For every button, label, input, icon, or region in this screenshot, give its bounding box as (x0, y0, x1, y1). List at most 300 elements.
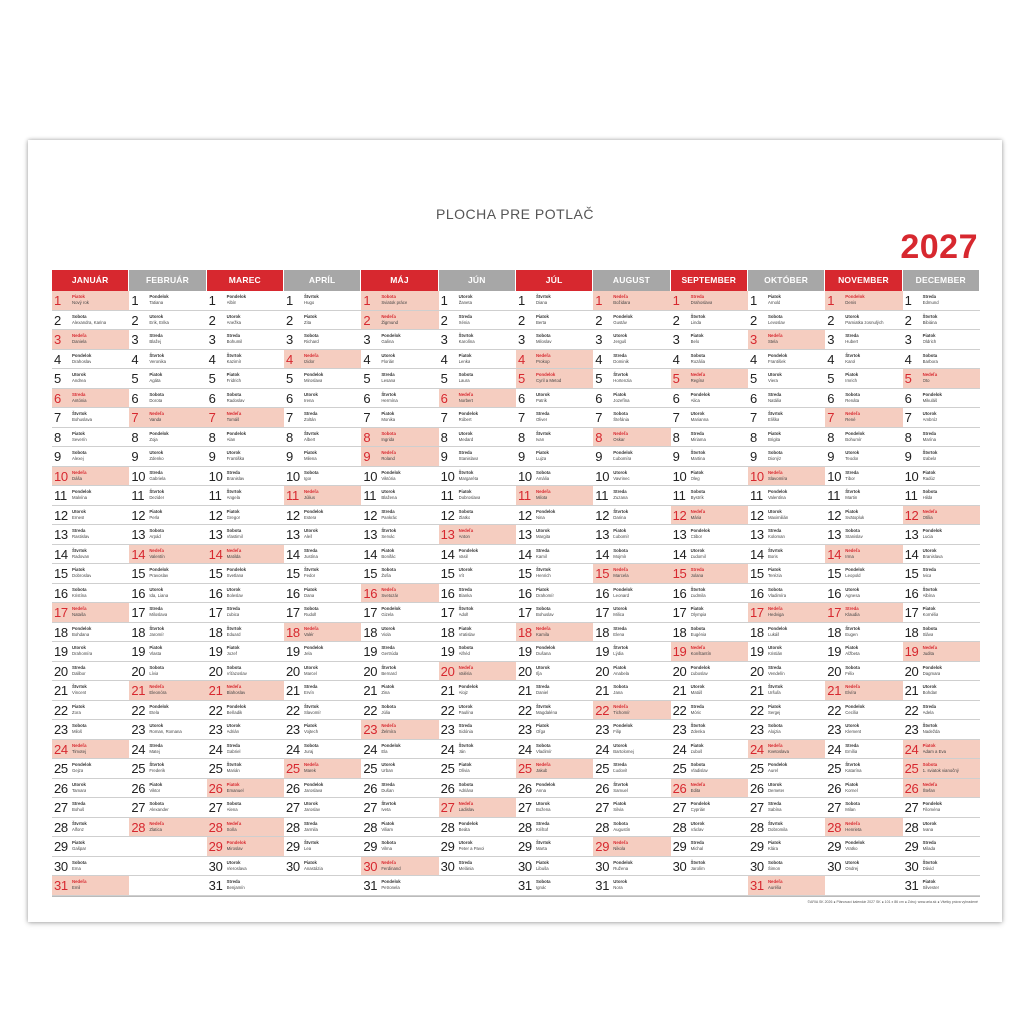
weekday-label: Štvrtok (922, 723, 938, 728)
weekday-label: Piatok (613, 391, 627, 397)
day-number: 18 (595, 624, 610, 640)
nameday-label: Perla (149, 514, 160, 520)
day-number: 4 (54, 351, 61, 367)
weekday-label: Piatok (845, 508, 859, 514)
day-number: 21 (285, 683, 300, 698)
day-row (671, 389, 748, 409)
day-row (52, 389, 129, 409)
day-row (129, 701, 206, 721)
nameday-label: Žofia (381, 573, 391, 578)
weekday-label: Sobota (535, 606, 551, 611)
day-number: 15 (827, 566, 842, 581)
weekday-label: Sobota (458, 645, 474, 650)
weekday-label: Nedeľa (226, 411, 242, 416)
day-number: 28 (54, 819, 68, 835)
day-row (52, 876, 129, 896)
weekday-label: Nedeľa (922, 508, 938, 514)
day-number: 12 (285, 507, 300, 523)
day-number: 11 (517, 488, 531, 503)
day-number: 18 (208, 624, 223, 640)
day-number: 19 (672, 644, 687, 659)
day-row (593, 467, 670, 487)
weekday-label: Utorok (226, 450, 241, 455)
month-header: DECEMBER (903, 270, 980, 291)
day-number: 12 (595, 507, 610, 523)
day-row (825, 369, 902, 389)
nameday-label: Jana (613, 690, 623, 695)
weekday-label: Nedeľa (535, 352, 551, 358)
weekday-label: Sobota (381, 703, 396, 709)
nameday-label: Dionýz (767, 456, 782, 461)
nameday-label: Vít (458, 573, 464, 578)
day-row (516, 779, 593, 799)
weekday-label: Nedeľa (149, 684, 164, 689)
weekday-label: Utorok (922, 820, 937, 826)
day-number: 15 (440, 566, 455, 581)
day-row (52, 798, 129, 818)
nameday-label: Patrik (535, 397, 547, 403)
nameday-label: Gabriel (226, 748, 241, 754)
nameday-label: Mikuláš (922, 397, 938, 403)
nameday-label: Alžbeta (845, 651, 860, 656)
day-row (439, 408, 516, 428)
weekday-label: Piatok (690, 742, 704, 748)
nameday-label: Ľubomír (613, 534, 630, 539)
weekday-label: Streda (535, 411, 550, 416)
day-row (284, 545, 361, 565)
day-row (903, 779, 980, 799)
weekday-label: Sobota (690, 625, 706, 631)
weekday-label: Nedeľa (226, 547, 242, 553)
weekday-label: Pondelok (381, 879, 401, 884)
day-row (52, 525, 129, 545)
day-row (129, 623, 206, 643)
weekday-label: Nedeľa (767, 469, 783, 475)
day-row (52, 350, 129, 370)
day-row (903, 330, 980, 350)
day-row (361, 330, 438, 350)
nameday-label: Igor (303, 475, 312, 481)
day-number: 9 (749, 449, 757, 464)
day-row (207, 350, 284, 370)
nameday-label: Drahomíra (72, 651, 93, 656)
day-row (361, 311, 438, 331)
day-row (903, 447, 980, 467)
weekday-label: Sobota (381, 430, 396, 436)
weekday-label: Piatok (922, 742, 936, 748)
weekday-label: Piatok (922, 469, 936, 475)
empty-day-row (129, 837, 206, 857)
weekday-label: Nedeľa (149, 547, 164, 553)
weekday-label: Utorok (303, 528, 318, 533)
day-number: 24 (363, 741, 378, 757)
nameday-label: Oldrich (922, 339, 937, 344)
weekday-label: Nedeľa (381, 313, 396, 319)
weekday-label: Sobota (303, 469, 319, 475)
day-row (361, 759, 438, 779)
day-number: 18 (363, 624, 378, 640)
weekday-label: Streda (922, 840, 936, 845)
day-number: 26 (827, 780, 842, 796)
day-row (516, 623, 593, 643)
day-row (439, 467, 516, 487)
weekday-label: Streda (845, 469, 859, 475)
day-row (52, 486, 129, 506)
nameday-label: Gizela (381, 612, 394, 617)
day-number: 22 (131, 702, 146, 718)
weekday-label: Utorok (922, 684, 937, 689)
nameday-label: Vanda (149, 417, 162, 422)
nameday-label: Blažej (149, 339, 162, 344)
weekday-label: Streda (690, 703, 704, 709)
weekday-label: Piatok (690, 333, 704, 338)
day-row (748, 486, 825, 506)
weekday-label: Nedeľa (613, 703, 628, 709)
nameday-label: Alojzia (767, 729, 781, 734)
nameday-label: 1. sviatok vianočný (922, 768, 959, 773)
nameday-label: Benjamín (226, 885, 245, 890)
day-row (593, 584, 670, 604)
day-number: 11 (208, 488, 222, 503)
day-number: 2 (208, 312, 216, 328)
day-number: 15 (595, 566, 610, 581)
weekday-label: Štvrtok (845, 625, 861, 631)
day-row (593, 525, 670, 545)
nameday-label: Bohumil (226, 339, 243, 344)
weekday-label: Streda (149, 742, 163, 748)
wall-calendar-sheet (28, 140, 1002, 922)
nameday-label: Bohdana (72, 631, 90, 637)
nameday-label: Jozef (226, 651, 237, 656)
nameday-label: Adolf (458, 612, 469, 617)
nameday-label: Vasil (458, 553, 468, 559)
day-row (748, 720, 825, 740)
day-number: 22 (208, 702, 223, 718)
day-row (284, 330, 361, 350)
weekday-label: Utorok (845, 450, 860, 455)
day-number: 8 (827, 429, 835, 445)
day-row (671, 701, 748, 721)
nameday-label: Miriama (690, 436, 706, 442)
day-number: 8 (285, 429, 293, 445)
day-number: 28 (208, 819, 223, 835)
day-row (52, 447, 129, 467)
day-row (361, 428, 438, 448)
day-number: 2 (595, 312, 603, 328)
day-number: 20 (208, 663, 223, 679)
day-row (129, 798, 206, 818)
day-number: 4 (363, 351, 371, 367)
day-number: 30 (285, 858, 300, 874)
day-number: 2 (517, 312, 525, 328)
day-number: 5 (672, 371, 680, 386)
nameday-label: Anna (535, 787, 547, 793)
weekday-label: Utorok (458, 703, 473, 709)
day-number: 21 (517, 683, 532, 698)
nameday-label: Frederik (149, 768, 166, 773)
day-number: 17 (440, 605, 455, 620)
nameday-label: Ivan (535, 436, 545, 442)
day-number: 22 (285, 702, 300, 718)
weekday-label: Piatok (922, 606, 936, 611)
weekday-label: Nedeľa (922, 645, 938, 650)
day-number: 24 (517, 741, 532, 757)
day-row (439, 428, 516, 448)
day-number: 20 (440, 663, 455, 679)
day-row (671, 857, 748, 877)
nameday-label: Július (303, 495, 315, 500)
weekday-label: Piatok (535, 723, 549, 728)
nameday-label: Aleš (303, 534, 313, 539)
day-row (593, 740, 670, 760)
day-number: 3 (131, 332, 139, 347)
day-row (903, 798, 980, 818)
day-row (284, 779, 361, 799)
nameday-label: Marianna (690, 417, 709, 422)
weekday-label: Streda (613, 762, 627, 767)
day-row (593, 486, 670, 506)
day-number: 7 (595, 410, 603, 425)
year-grid (52, 270, 980, 896)
nameday-label: Timotej (72, 748, 86, 754)
day-row (825, 311, 902, 331)
day-number: 31 (904, 878, 919, 893)
nameday-label: Ľubica (226, 612, 240, 617)
month-header: APRÍL (284, 270, 361, 291)
weekday-label: Sobota (767, 859, 783, 865)
nameday-label: Jerguš (613, 339, 627, 344)
nameday-label: Félix (845, 670, 855, 676)
day-row (439, 837, 516, 857)
day-number: 17 (54, 605, 68, 620)
month-header: MÁJ (361, 270, 438, 291)
day-row (284, 369, 361, 389)
day-number: 9 (904, 449, 912, 464)
day-row (903, 584, 980, 604)
day-number: 2 (827, 312, 835, 328)
day-row (825, 428, 902, 448)
weekday-label: Nedeľa (767, 333, 783, 338)
day-number: 24 (904, 741, 919, 757)
weekday-label: Nedeľa (226, 820, 242, 826)
day-number: 21 (363, 683, 378, 698)
weekday-label: Nedeľa (303, 352, 319, 358)
day-row (748, 525, 825, 545)
day-number: 12 (749, 507, 764, 523)
day-number: 8 (749, 429, 757, 445)
day-row (439, 447, 516, 467)
nameday-label: Pravoslav (149, 573, 169, 578)
day-row (207, 701, 284, 721)
day-row (129, 311, 206, 331)
day-row (671, 545, 748, 565)
day-number: 15 (363, 566, 378, 581)
day-number: 14 (904, 546, 919, 562)
day-row (207, 584, 284, 604)
day-row (361, 506, 438, 526)
weekday-label: Streda (381, 645, 395, 650)
day-number: 26 (749, 780, 764, 796)
nameday-label: Vlasta (149, 651, 162, 656)
day-number: 12 (54, 507, 68, 523)
weekday-label: Nedeľa (767, 742, 783, 748)
day-row (207, 564, 284, 584)
weekday-label: Streda (458, 586, 473, 592)
weekday-label: Utorok (767, 645, 782, 650)
nameday-label: Jaroslava (303, 787, 323, 793)
nameday-label: Marcela (613, 573, 629, 578)
day-number: 16 (54, 585, 68, 601)
month-column (593, 270, 670, 896)
day-number: 17 (517, 605, 532, 620)
day-row (129, 759, 206, 779)
day-row (593, 681, 670, 701)
nameday-label: Bibiána (922, 319, 937, 325)
weekday-label: Pondelok (149, 294, 169, 299)
day-row (825, 486, 902, 506)
weekday-label: Streda (922, 430, 936, 436)
day-number: 16 (827, 585, 842, 601)
weekday-label: Utorok (303, 801, 318, 806)
empty-day-row (129, 876, 206, 896)
weekday-label: Pondelok (458, 684, 478, 689)
nameday-label: Milica (613, 612, 625, 617)
day-row (129, 486, 206, 506)
day-number: 20 (363, 663, 378, 679)
day-number: 14 (517, 546, 532, 562)
day-number: 20 (904, 663, 919, 679)
day-number: 14 (131, 546, 146, 562)
nameday-label: Darina (613, 514, 626, 520)
day-number: 4 (595, 351, 603, 367)
weekday-label: Utorok (458, 430, 473, 436)
day-number: 9 (54, 449, 61, 464)
weekday-label: Nedeľa (458, 801, 474, 806)
day-row (671, 681, 748, 701)
nameday-label: Fridrich (226, 378, 241, 383)
weekday-label: Utorok (303, 391, 318, 397)
day-number: 16 (517, 585, 532, 601)
nameday-label: Uršuľa (767, 690, 781, 695)
day-row (748, 447, 825, 467)
weekday-label: Streda (767, 801, 782, 806)
nameday-label: Otília (922, 514, 933, 520)
weekday-label: Utorok (303, 664, 318, 670)
weekday-label: Štvrtok (226, 489, 242, 494)
day-number: 27 (440, 800, 455, 815)
weekday-label: Streda (226, 879, 241, 884)
day-row (748, 798, 825, 818)
day-row (903, 467, 980, 487)
day-row (516, 408, 593, 428)
month-column (207, 270, 284, 896)
nameday-label: Xénia (458, 319, 470, 325)
day-number: 13 (827, 527, 842, 542)
nameday-label: Milada (922, 846, 936, 851)
day-row (284, 350, 361, 370)
weekday-label: Sobota (535, 742, 551, 748)
day-row (207, 662, 284, 682)
weekday-label: Štvrtok (458, 469, 474, 475)
day-row (361, 623, 438, 643)
weekday-label: Nedeľa (458, 664, 474, 670)
day-row (748, 857, 825, 877)
day-number: 11 (749, 488, 763, 503)
day-row (671, 506, 748, 526)
day-number: 28 (363, 819, 378, 835)
day-row (207, 389, 284, 409)
nameday-label: Paulína (458, 709, 474, 715)
weekday-label: Piatok (922, 333, 936, 338)
day-number: 31 (595, 878, 610, 893)
nameday-label: Linda (690, 319, 702, 325)
nameday-label: Eduard (226, 631, 241, 637)
day-row (207, 311, 284, 331)
day-number: 5 (517, 371, 525, 386)
weekday-label: Nedeľa (845, 684, 860, 689)
nameday-label: Alica (690, 397, 700, 403)
day-row (671, 642, 748, 662)
weekday-label: Štvrtok (535, 567, 551, 572)
nameday-label: Kamila (535, 631, 550, 637)
nameday-label: Richard (303, 339, 319, 344)
nameday-label: Viola (381, 631, 391, 637)
weekday-label: Piatok (922, 879, 936, 884)
day-number: 9 (517, 449, 525, 464)
weekday-label: Nedeľa (690, 508, 706, 514)
nameday-label: Ľuboslav (690, 670, 708, 676)
nameday-label: Hortenzia (613, 378, 632, 383)
weekday-label: Pondelok (845, 430, 865, 436)
nameday-label: Dorota (149, 397, 163, 403)
nameday-label: Michal (690, 846, 704, 851)
month-header: JÚN (439, 270, 516, 291)
weekday-label: Pondelok (613, 313, 633, 319)
nameday-label: Júlia (381, 709, 391, 715)
weekday-label: Sobota (381, 840, 396, 845)
weekday-label: Nedeľa (72, 742, 87, 748)
day-number: 1 (131, 293, 139, 308)
weekday-label: Sobota (922, 352, 938, 358)
day-number: 6 (440, 390, 448, 406)
nameday-label: Olympia (690, 612, 707, 617)
day-row (207, 369, 284, 389)
weekday-label: Utorok (767, 508, 782, 514)
day-number: 9 (440, 449, 448, 464)
weekday-label: Pondelok (690, 528, 710, 533)
day-number: 1 (904, 293, 912, 308)
day-row (52, 330, 129, 350)
day-row (52, 291, 129, 311)
nameday-label: Václav (690, 826, 704, 832)
nameday-label: Bonifác (381, 553, 396, 559)
day-number: 13 (595, 527, 610, 542)
empty-day-row (129, 857, 206, 877)
day-row (516, 857, 593, 877)
nameday-label: Zita (303, 319, 312, 325)
day-row (516, 467, 593, 487)
day-row (129, 584, 206, 604)
day-row (439, 818, 516, 838)
day-number: 10 (208, 468, 223, 484)
day-row (439, 506, 516, 526)
day-number: 3 (904, 332, 912, 347)
weekday-label: Štvrtok (303, 294, 319, 299)
day-number: 24 (440, 741, 455, 757)
day-row (284, 564, 361, 584)
day-number: 21 (131, 683, 146, 698)
nameday-label: Alexej (72, 456, 84, 461)
